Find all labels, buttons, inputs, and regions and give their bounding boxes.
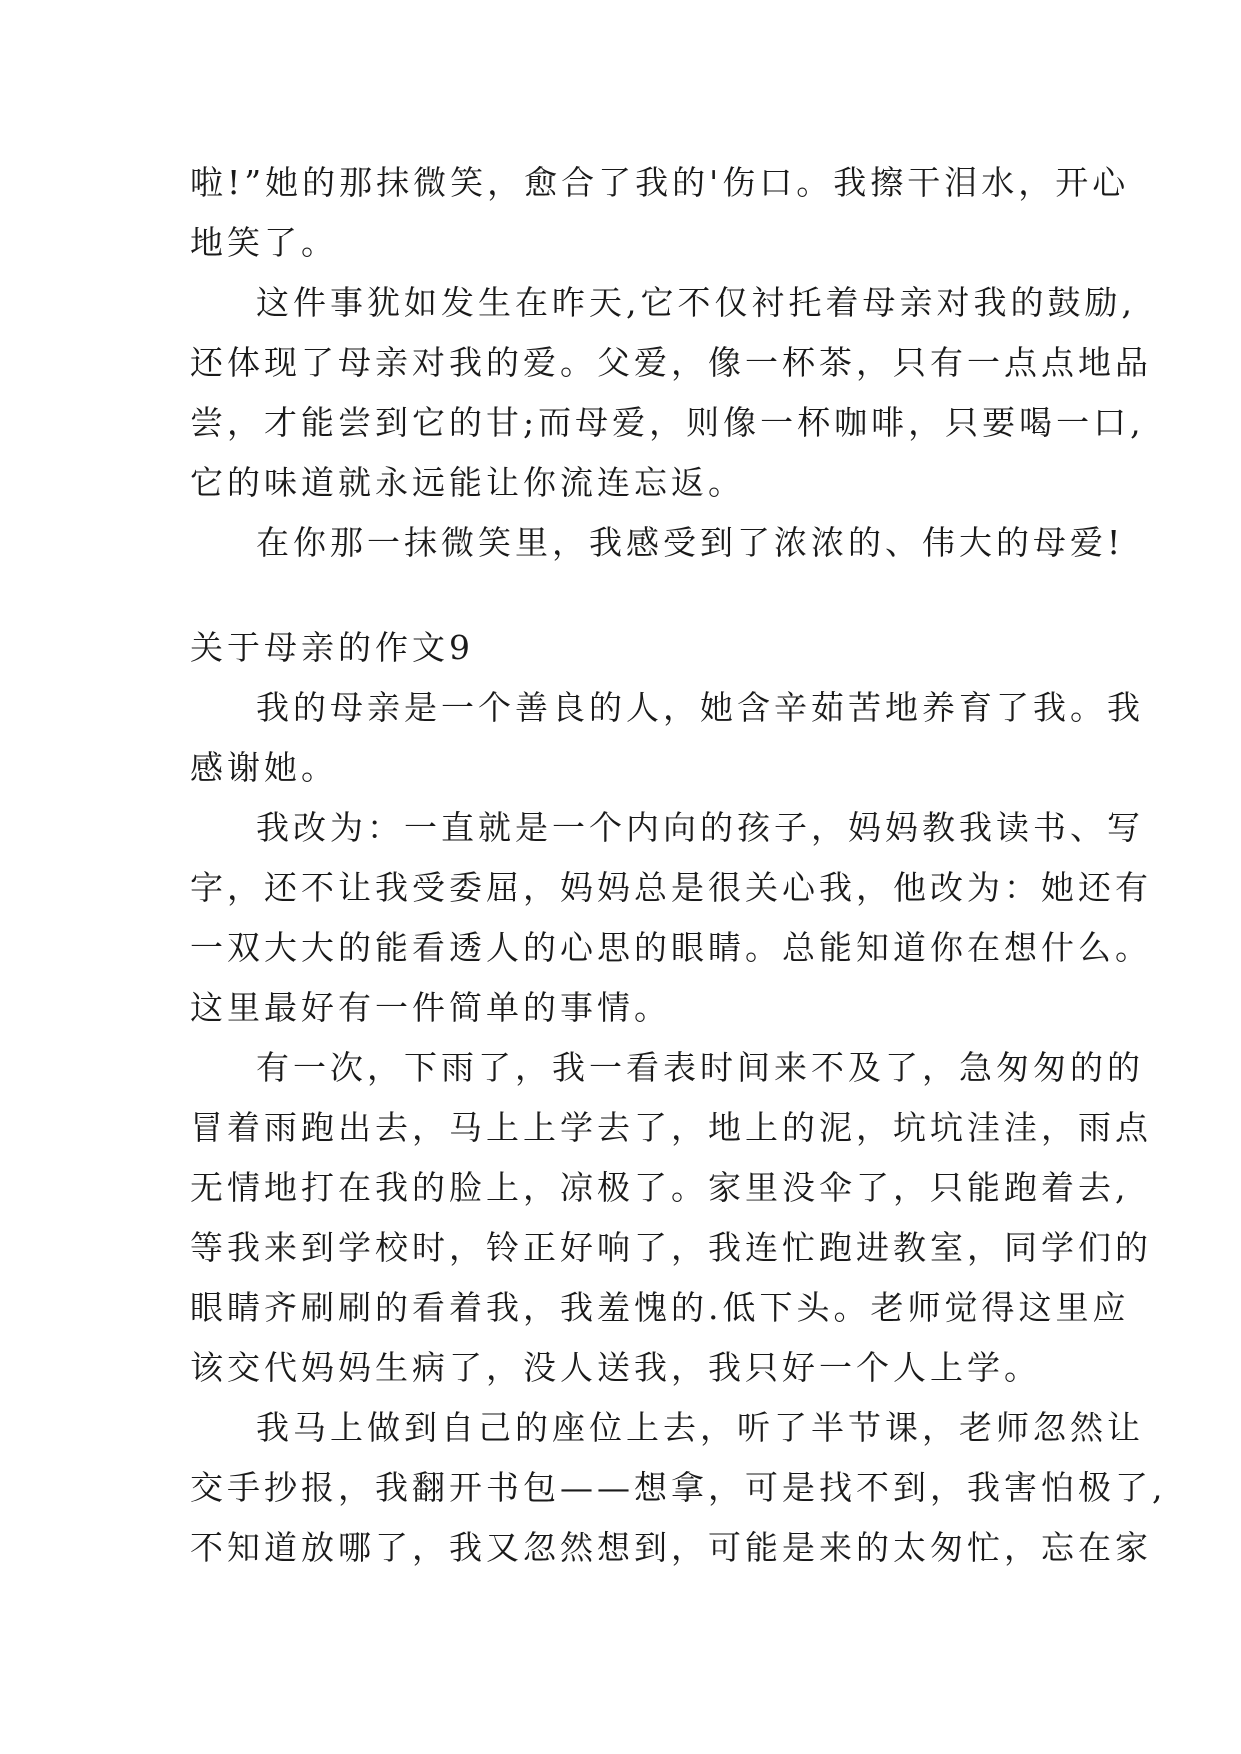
text-line: 啦!”她的那抹微笑，愈合了我的'伤口。我擦干泪水，开心 bbox=[190, 163, 1130, 202]
text-line: 还体现了母亲对我的爱。父爱，像一杯茶，只有一点点地品 bbox=[190, 343, 1152, 382]
text-line: 不知道放哪了，我又忽然想到，可能是来的太匆忙，忘在家 bbox=[190, 1528, 1152, 1567]
text-line: 眼睛齐刷刷的看着我，我羞愧的.低下头。老师觉得这里应 bbox=[190, 1288, 1130, 1327]
text-line: 有一次，下雨了，我一看表时间来不及了，急匆匆的的 bbox=[256, 1048, 1144, 1087]
text-line: 无情地打在我的脸上，凉极了。家里没伞了，只能跑着去, bbox=[190, 1168, 1130, 1207]
text-line: 它的味道就永远能让你流连忘返。 bbox=[190, 463, 745, 502]
text-line: 在你那一抹微笑里，我感受到了浓浓的、伟大的母爱! bbox=[256, 523, 1125, 562]
text-line: 字，还不让我受委屈，妈妈总是很关心我，他改为：她还有 bbox=[190, 868, 1152, 907]
text-line: 我的母亲是一个善良的人，她含辛茹苦地养育了我。我 bbox=[256, 688, 1144, 727]
text-line: 等我来到学校时，铃正好响了，我连忙跑进教室，同学们的 bbox=[190, 1228, 1152, 1267]
text-line: 一双大大的能看透人的心思的眼睛。总能知道你在想什么。 bbox=[190, 928, 1152, 967]
text-line: 这件事犹如发生在昨天,它不仅衬托着母亲对我的鼓励, bbox=[256, 283, 1136, 322]
text-line: 该交代妈妈生病了，没人送我，我只好一个人上学。 bbox=[190, 1348, 1041, 1387]
text-line: 交手抄报，我翻开书包——想拿，可是找不到，我害怕极了, bbox=[190, 1468, 1167, 1507]
text-line: 冒着雨跑出去，马上上学去了，地上的泥，坑坑洼洼，雨点 bbox=[190, 1108, 1152, 1147]
text-line: 感谢她。 bbox=[190, 748, 338, 787]
text-line: 我马上做到自己的座位上去，听了半节课，老师忽然让 bbox=[256, 1408, 1144, 1447]
text-line: 我改为：一直就是一个内向的孩子，妈妈教我读书、写 bbox=[256, 808, 1144, 847]
text-line: 地笑了。 bbox=[190, 223, 338, 262]
text-line: 尝，才能尝到它的甘;而母爱，则像一杯咖啡，只要喝一口, bbox=[190, 403, 1145, 442]
section-heading: 关于母亲的作文9 bbox=[190, 628, 474, 667]
text-line: 这里最好有一件简单的事情。 bbox=[190, 988, 671, 1027]
